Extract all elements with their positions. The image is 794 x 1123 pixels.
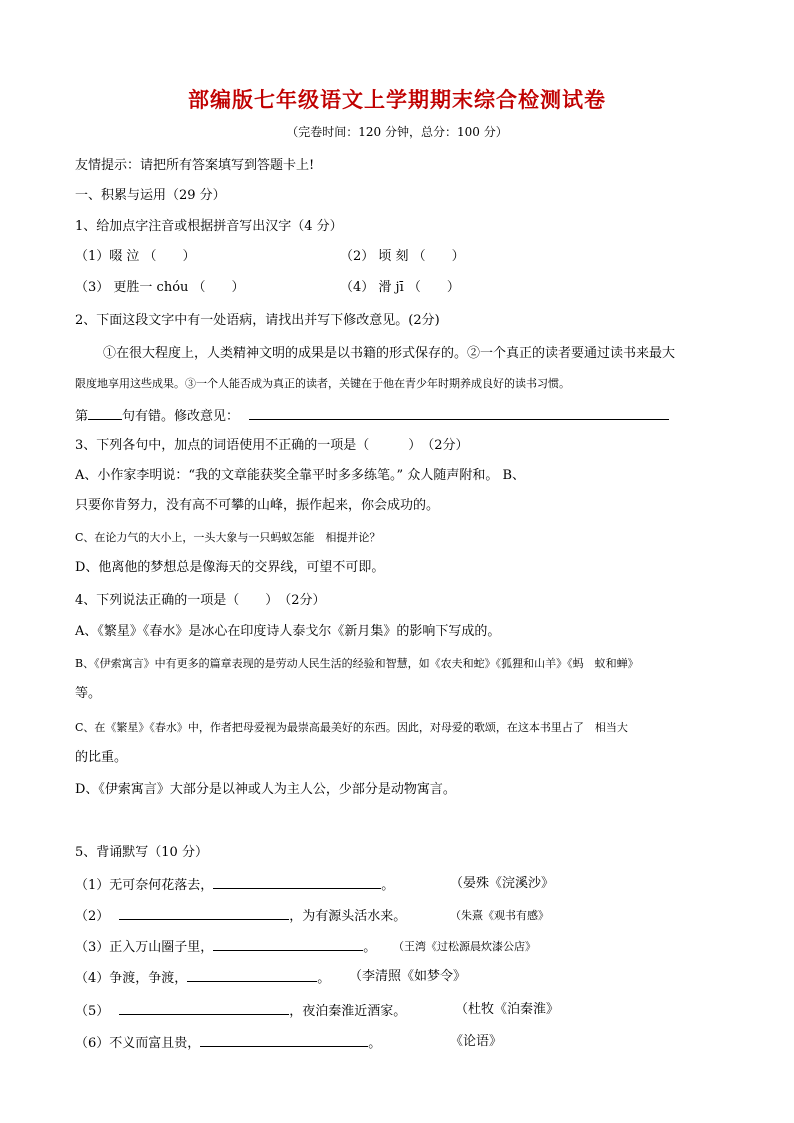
recite-row-2	[75, 907, 406, 925]
recite-blank[interactable]	[119, 907, 289, 920]
q1-item-4: （4） 滑 jī （ ）	[340, 280, 460, 295]
recite-row-1	[75, 876, 394, 894]
q2-answer-line	[75, 407, 669, 425]
recite-num: （5）	[75, 1004, 110, 1019]
q4-option-b-cont: 等。	[75, 686, 102, 701]
q5-heading: 5、背诵默写（10 分）	[75, 845, 208, 860]
recite-source-2: （朱熹《观书有感》	[450, 909, 549, 922]
recite-source-6: 《论语》	[450, 1034, 503, 1049]
recite-pre: 不义而富且贵，	[109, 1036, 201, 1051]
revision-blank[interactable]	[249, 407, 669, 420]
recite-post: 。	[368, 1036, 382, 1051]
recite-post: 。	[317, 971, 331, 986]
recite-pre: 无可奈何花落去，	[109, 878, 214, 893]
recite-pre: 正入万山圈子里，	[109, 940, 214, 955]
recite-post: ，为有源头活水来。	[289, 909, 407, 924]
q2-answer-prefix: 第	[75, 409, 89, 424]
recite-blank[interactable]	[187, 969, 317, 982]
q4-option-b: B、《伊索寓言》中有更多的篇章表现的是劳动人民生活的经验和智慧，如《农夫和蛇》《狐狸和山羊》《蚂 蚁和蝉》	[75, 657, 639, 670]
q1-item-3: （3） 更胜一 chóu （ ）	[75, 280, 245, 295]
recite-source-5: （杜牧《泊秦淮》	[455, 1002, 560, 1017]
recite-post: ，夜泊秦淮近酒家。	[289, 1004, 407, 1019]
q4-option-c-cont: 的比重。	[75, 750, 128, 765]
recite-num: （1）	[75, 878, 110, 893]
recite-row-4	[75, 969, 330, 987]
q2-passage-line-2: 限度地享用这些成果。③一个人能否成为真正的读者，关键在于他在青少年时期养成良好的读书习惯。	[75, 377, 570, 390]
recite-row-6	[75, 1034, 381, 1052]
q4-option-c: C、在《繁星》《春水》中，作者把母爱视为最崇高最美好的东西。因此，对母爱的歌颂，在这本书里占了 相当大	[75, 721, 628, 734]
recite-num: （6）	[75, 1036, 110, 1051]
q2-heading: 2、下面这段文字中有一处语病，请找出并写下修改意见。(2分)	[75, 313, 440, 328]
recite-source-3: （王湾《过松源晨炊漆公店》	[393, 940, 536, 953]
q4-heading: 4、下列说法正确的一项是（ ） （2分）	[75, 593, 326, 608]
q2-answer-mid: 句有错。修改意见：	[122, 409, 240, 424]
exam-subtitle: （完卷时间：120 分钟，总分：100 分）	[286, 125, 508, 139]
recite-post: 。	[363, 940, 377, 955]
sentence-number-blank[interactable]	[88, 407, 122, 420]
section-heading: 一、积累与运用（29 分）	[75, 188, 226, 203]
q3-option-b: 只要你肯努力，没有高不可攀的山峰，振作起来，你会成功的。	[75, 498, 440, 513]
recite-num: （3）	[75, 940, 110, 955]
recite-num: （2）	[75, 909, 110, 924]
recite-blank[interactable]	[119, 1002, 289, 1015]
recite-blank[interactable]	[213, 876, 381, 889]
recite-blank[interactable]	[213, 938, 363, 951]
q4-option-d: D、《伊索寓言》大部分是以神或人为主人公，少部分是动物寓言。	[75, 782, 456, 797]
recite-source-4: （李清照《如梦令》	[349, 969, 467, 984]
recite-pre: 争渡，争渡，	[109, 971, 188, 986]
recite-row-3	[75, 938, 376, 956]
q1-item-1: （1）啜 泣 （ ）	[75, 249, 196, 264]
q2-passage-line-1: ①在很大程度上，人类精神文明的成果是以书籍的形式保存的。②一个真正的读者要通过读书来最大	[103, 346, 676, 361]
q3-option-a: A、小作家李明说：“我的文章能获奖全靠平时多多练笔。” 众人随声附和。 B、	[75, 468, 525, 483]
recite-num: （4）	[75, 971, 110, 986]
exam-title: 部编版七年级语文上学期期末综合检测试卷	[188, 88, 606, 112]
q1-item-2: （2） 顷 刻 （ ）	[340, 249, 465, 264]
tip-text: 友情提示：请把所有答案填写到答题卡上!	[75, 158, 315, 173]
q4-option-a: A、《繁星》《春水》是冰心在印度诗人泰戈尔《新月集》的影响下写成的。	[75, 624, 501, 639]
q3-option-d: D、他离他的梦想总是像海天的交界线，可望不可即。	[75, 560, 385, 575]
recite-row-5	[75, 1002, 406, 1020]
recite-post: 。	[381, 878, 395, 893]
recite-source-1: （晏殊《浣溪沙》	[450, 876, 555, 891]
q3-heading: 3、下列各句中，加点的词语使用不正确的一项是（ ） （2分）	[75, 438, 469, 453]
q1-heading: 1、给加点字注音或根据拼音写出汉字（4 分）	[75, 219, 343, 234]
recite-blank[interactable]	[200, 1034, 368, 1047]
q3-option-c: C、在论力气的大小上，一头大象与一只蚂蚁怎能 相提并论？	[75, 531, 381, 544]
